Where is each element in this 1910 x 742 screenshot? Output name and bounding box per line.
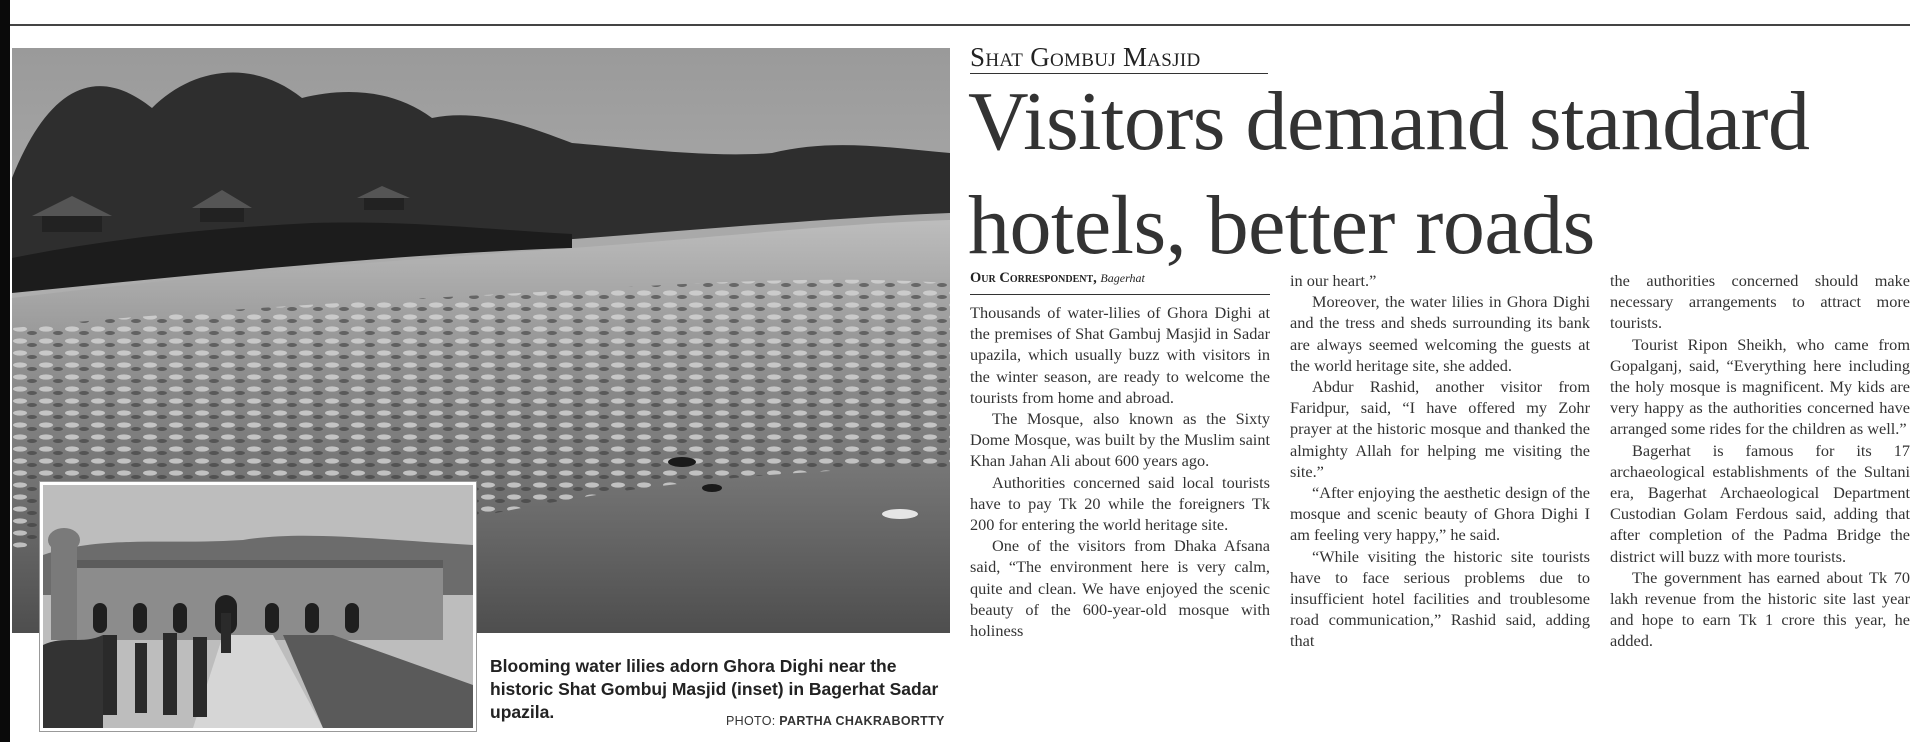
headline	[968, 70, 1908, 278]
paragraph: Tourist Ripon Sheikh, who came from Gopalganj, said, “Everything here including the holy mosque is magnificent. My kids are very happy as the authorities concerned have arranged some rides for the children as well.”	[1610, 334, 1910, 439]
photo-caption: Blooming water lilies adorn Ghora Dighi near the historic Shat Gombuj Masjid (inset) in Bagerhat Sadar upazila.	[490, 656, 939, 722]
byline-name: Our Correspondent,	[970, 270, 1097, 286]
paragraph: Authorities concerned said local tourists have to pay Tk 20 while the foreigners Tk 200 for entering the world heritage site.	[970, 472, 1270, 535]
headline-line-1: Visitors demand standard	[968, 75, 1810, 168]
byline	[970, 270, 1145, 287]
paragraph: One of the visitors from Dhaka Afsana said, “The environment here is very calm, quite and clean. We have enjoyed the scenic beauty of the 600-year-old mosque with holiness	[970, 536, 1270, 641]
top-strip-cut-text	[40, 0, 1910, 8]
paragraph: Moreover, the water lilies in Ghora Dighi and the tress and sheds surrounding its bank are always seemed welcoming the guests at the world heritage site, she added.	[1290, 292, 1590, 375]
page-edge-bar	[0, 0, 10, 742]
paragraph: Abdur Rashid, another visitor from Faridpur, said, “I have offered my Zohr prayer at the historic mosque and thanked the almighty Allah for helping me visiting the site.”	[1290, 377, 1590, 481]
byline-rule	[970, 294, 1270, 295]
paragraph: “While visiting the historic site tourists have to face serious problems due to insufficient hotel facilities and troublesome road communication,” Rashid said, adding that	[1290, 546, 1590, 651]
article-column-2	[1290, 270, 1590, 652]
paragraph: in our heart.”	[1290, 271, 1377, 290]
photo-credit	[726, 714, 945, 728]
inset-photo-mosque	[40, 482, 476, 731]
photo-credit-prefix: PHOTO:	[726, 714, 776, 728]
paragraph: The Mosque, also known as the Sixty Dome Mosque, was built by the Muslim saint Khan Jahan Ali about 600 years ago.	[970, 409, 1270, 471]
article-column-1	[970, 302, 1270, 641]
paragraph: “After enjoying the aesthetic design of the mosque and scenic beauty of Ghora Dighi I am feeling very happy,” he said.	[1290, 483, 1590, 545]
photo-credit-name: PARTHA CHAKRABORTTY	[779, 714, 945, 728]
byline-place: Bagerhat	[1100, 271, 1145, 285]
paragraph: the authorities concerned should make necessary arrangements to attract more tourists.	[1610, 271, 1910, 333]
paragraph: Thousands of water-lilies of Ghora Dighi at the premises of Shat Gambuj Masjid in Sadar upazila, which usually buzz with visitors in the winter season, are ready to welcome the tourists from home and abroad.	[970, 303, 1270, 407]
paragraph: The government has earned about Tk 70 lakh revenue from the historic site last year and hope to earn Tk 1 crore this year, he added.	[1610, 567, 1910, 651]
article-column-3	[1610, 270, 1910, 652]
top-rule	[10, 24, 1910, 26]
paragraph: Bagerhat is famous for its 17 archaeological establishments of the Sultani era, Bagerhat Archaeological Department Custodian Golam Ferdous said, adding that after completion of the Padma Bridge the district will buzz with more tourists.	[1610, 440, 1910, 566]
kicker: Shat Gombuj Masjid	[970, 42, 1201, 72]
headline-line-2: hotels, better roads	[968, 179, 1595, 272]
